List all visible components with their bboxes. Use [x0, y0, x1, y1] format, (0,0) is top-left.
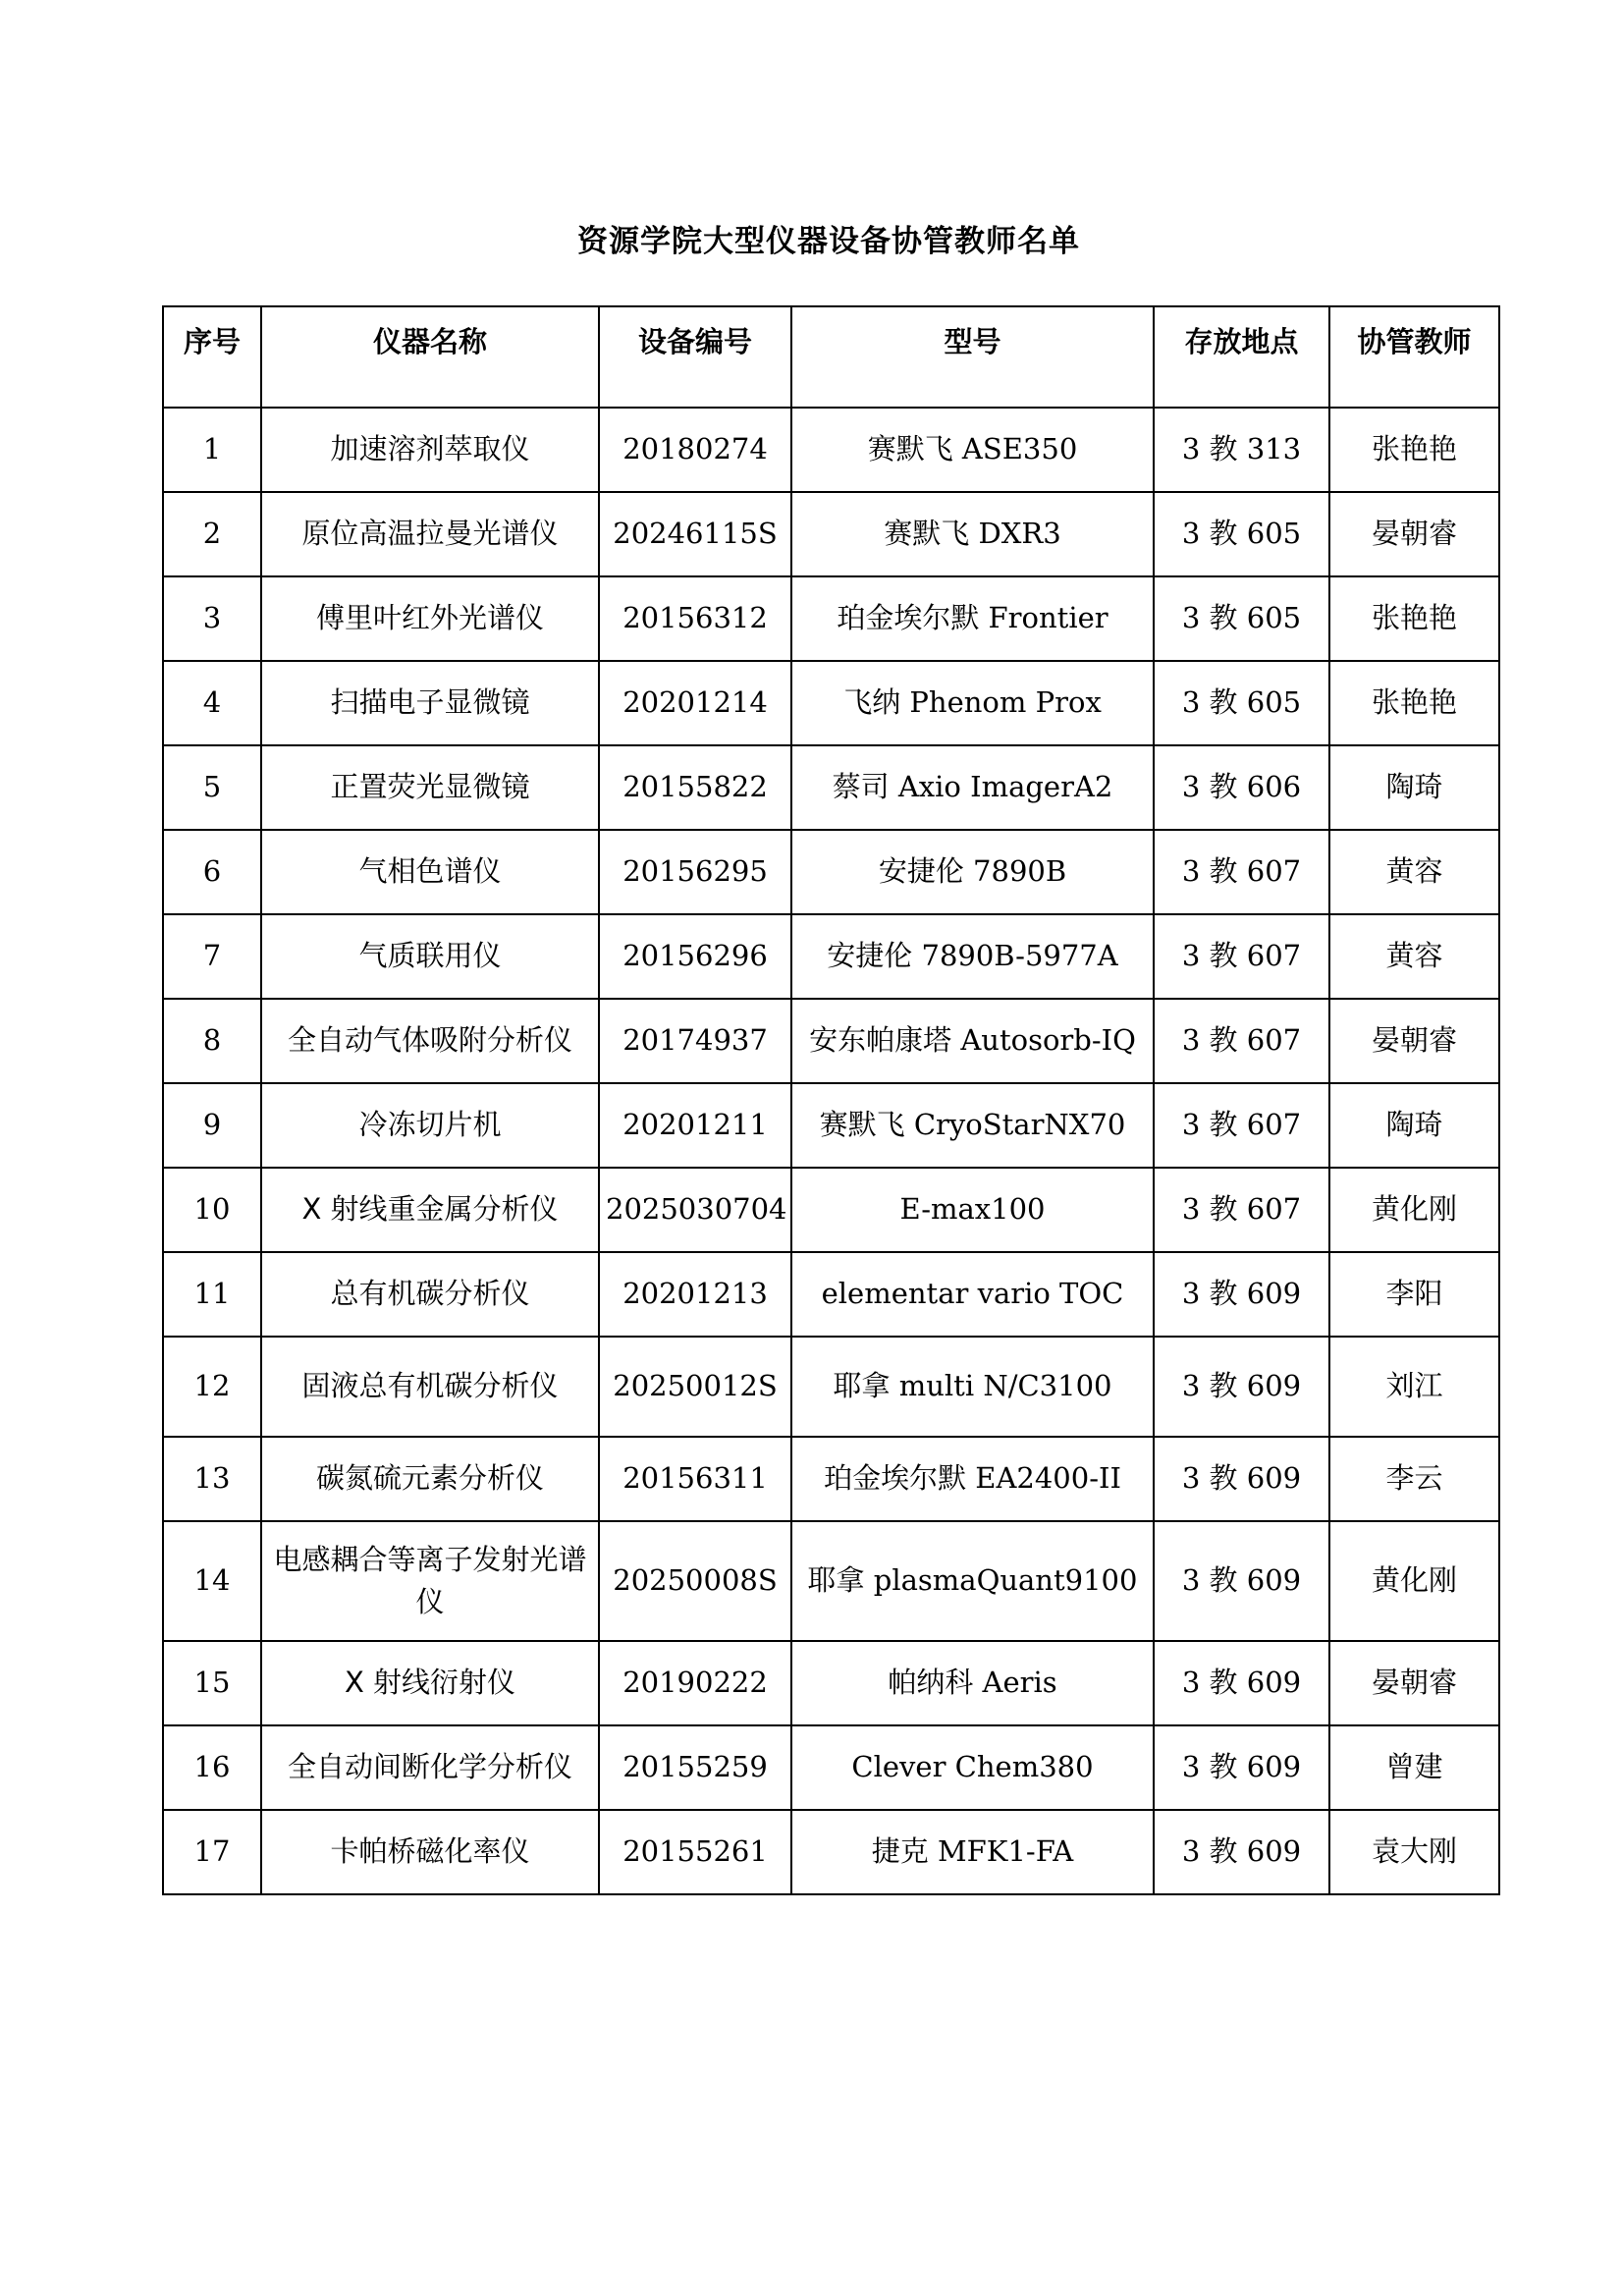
table-row	[163, 999, 1499, 1083]
table-row	[163, 1810, 1499, 1894]
cell-index: 6	[163, 830, 261, 914]
cell-teacher: 张艳艳	[1329, 576, 1499, 661]
cell-model: 捷克 MFK1-FA	[791, 1810, 1154, 1894]
cell-location: 3 教 607	[1154, 1083, 1329, 1168]
cell-teacher: 曾建	[1329, 1725, 1499, 1810]
header-equipment-number: 设备编号	[599, 306, 791, 408]
cell-teacher: 晏朝睿	[1329, 999, 1499, 1083]
cell-model: 安捷伦 7890B-5977A	[791, 914, 1154, 999]
cell-index: 4	[163, 661, 261, 745]
table-header-row	[163, 306, 1499, 408]
table-row	[163, 1252, 1499, 1337]
cell-equipment-number: 2025030704	[599, 1168, 791, 1252]
cell-location: 3 教 609	[1154, 1725, 1329, 1810]
cell-location: 3 教 605	[1154, 492, 1329, 576]
cell-location: 3 教 605	[1154, 661, 1329, 745]
cell-instrument-name: 电感耦合等离子发射光谱仪	[261, 1521, 599, 1641]
cell-location: 3 教 606	[1154, 745, 1329, 830]
cell-model: 珀金埃尔默 EA2400-II	[791, 1437, 1154, 1521]
cell-instrument-name: 加速溶剂萃取仪	[261, 408, 599, 492]
table-row	[163, 661, 1499, 745]
table-row	[163, 914, 1499, 999]
cell-model: 飞纳 Phenom Prox	[791, 661, 1154, 745]
cell-equipment-number: 20250012S	[599, 1337, 791, 1437]
cell-equipment-number: 20180274	[599, 408, 791, 492]
cell-teacher: 张艳艳	[1329, 408, 1499, 492]
table-row	[163, 1521, 1499, 1641]
cell-instrument-name: 全自动气体吸附分析仪	[261, 999, 599, 1083]
cell-index: 2	[163, 492, 261, 576]
cell-teacher: 黄容	[1329, 914, 1499, 999]
header-teacher: 协管教师	[1329, 306, 1499, 408]
cell-model: 蔡司 Axio ImagerA2	[791, 745, 1154, 830]
cell-location: 3 教 607	[1154, 830, 1329, 914]
cell-instrument-name: 总有机碳分析仪	[261, 1252, 599, 1337]
cell-instrument-name: 傅里叶红外光谱仪	[261, 576, 599, 661]
table-body	[163, 408, 1499, 1894]
cell-model: 耶拿 multi N/C3100	[791, 1337, 1154, 1437]
cell-equipment-number: 20156295	[599, 830, 791, 914]
cell-equipment-number: 20190222	[599, 1641, 791, 1725]
cell-location: 3 教 607	[1154, 999, 1329, 1083]
cell-index: 10	[163, 1168, 261, 1252]
table-row	[163, 492, 1499, 576]
cell-instrument-name: 气相色谱仪	[261, 830, 599, 914]
cell-teacher: 黄化刚	[1329, 1168, 1499, 1252]
cell-model: 赛默飞 ASE350	[791, 408, 1154, 492]
cell-location: 3 教 609	[1154, 1337, 1329, 1437]
cell-instrument-name: 全自动间断化学分析仪	[261, 1725, 599, 1810]
cell-index: 8	[163, 999, 261, 1083]
cell-location: 3 教 607	[1154, 914, 1329, 999]
cell-equipment-number: 20174937	[599, 999, 791, 1083]
cell-equipment-number: 20250008S	[599, 1521, 791, 1641]
table-row	[163, 1725, 1499, 1810]
cell-location: 3 教 609	[1154, 1521, 1329, 1641]
cell-teacher: 张艳艳	[1329, 661, 1499, 745]
table-row	[163, 1641, 1499, 1725]
cell-equipment-number: 20201214	[599, 661, 791, 745]
cell-equipment-number: 20201213	[599, 1252, 791, 1337]
cell-index: 16	[163, 1725, 261, 1810]
cell-model: 赛默飞 CryoStarNX70	[791, 1083, 1154, 1168]
cell-instrument-name: 卡帕桥磁化率仪	[261, 1810, 599, 1894]
cell-index: 17	[163, 1810, 261, 1894]
cell-instrument-name: 扫描电子显微镜	[261, 661, 599, 745]
cell-index: 7	[163, 914, 261, 999]
cell-equipment-number: 20156312	[599, 576, 791, 661]
cell-teacher: 黄化刚	[1329, 1521, 1499, 1641]
cell-location: 3 教 607	[1154, 1168, 1329, 1252]
cell-index: 9	[163, 1083, 261, 1168]
cell-teacher: 李云	[1329, 1437, 1499, 1521]
cell-instrument-name: 正置荧光显微镜	[261, 745, 599, 830]
cell-model: 安捷伦 7890B	[791, 830, 1154, 914]
cell-equipment-number: 20155261	[599, 1810, 791, 1894]
cell-instrument-name: X 射线衍射仪	[261, 1641, 599, 1725]
cell-teacher: 黄容	[1329, 830, 1499, 914]
cell-instrument-name: 碳氮硫元素分析仪	[261, 1437, 599, 1521]
cell-teacher: 李阳	[1329, 1252, 1499, 1337]
table-row	[163, 1337, 1499, 1437]
cell-model: Clever Chem380	[791, 1725, 1154, 1810]
cell-instrument-name: 冷冻切片机	[261, 1083, 599, 1168]
cell-equipment-number: 20156311	[599, 1437, 791, 1521]
cell-location: 3 教 609	[1154, 1641, 1329, 1725]
cell-teacher: 刘江	[1329, 1337, 1499, 1437]
cell-index: 5	[163, 745, 261, 830]
cell-instrument-name: 原位高温拉曼光谱仪	[261, 492, 599, 576]
cell-equipment-number: 20246115S	[599, 492, 791, 576]
cell-instrument-name: 固液总有机碳分析仪	[261, 1337, 599, 1437]
cell-equipment-number: 20156296	[599, 914, 791, 999]
cell-model: elementar vario TOC	[791, 1252, 1154, 1337]
instrument-table	[162, 305, 1500, 1895]
cell-location: 3 教 609	[1154, 1252, 1329, 1337]
cell-model: 珀金埃尔默 Frontier	[791, 576, 1154, 661]
cell-teacher: 晏朝睿	[1329, 492, 1499, 576]
cell-model: 赛默飞 DXR3	[791, 492, 1154, 576]
cell-equipment-number: 20155259	[599, 1725, 791, 1810]
table-row	[163, 1083, 1499, 1168]
cell-model: 耶拿 plasmaQuant9100	[791, 1521, 1154, 1641]
cell-location: 3 教 609	[1154, 1437, 1329, 1521]
cell-model: E-max100	[791, 1168, 1154, 1252]
header-location: 存放地点	[1154, 306, 1329, 408]
cell-index: 11	[163, 1252, 261, 1337]
cell-model: 安东帕康塔 Autosorb-IQ	[791, 999, 1154, 1083]
cell-teacher: 袁大刚	[1329, 1810, 1499, 1894]
cell-index: 12	[163, 1337, 261, 1437]
cell-instrument-name: 气质联用仪	[261, 914, 599, 999]
header-index: 序号	[163, 306, 261, 408]
table-row	[163, 1437, 1499, 1521]
cell-equipment-number: 20201211	[599, 1083, 791, 1168]
cell-index: 3	[163, 576, 261, 661]
cell-model: 帕纳科 Aeris	[791, 1641, 1154, 1725]
cell-location: 3 教 609	[1154, 1810, 1329, 1894]
cell-index: 14	[163, 1521, 261, 1641]
cell-teacher: 陶琦	[1329, 745, 1499, 830]
cell-location: 3 教 605	[1154, 576, 1329, 661]
table-row	[163, 1168, 1499, 1252]
cell-index: 13	[163, 1437, 261, 1521]
document-title: 资源学院大型仪器设备协管教师名单	[577, 224, 1080, 259]
table-row	[163, 408, 1499, 492]
header-instrument-name: 仪器名称	[261, 306, 599, 408]
cell-location: 3 教 313	[1154, 408, 1329, 492]
cell-equipment-number: 20155822	[599, 745, 791, 830]
cell-teacher: 晏朝睿	[1329, 1641, 1499, 1725]
cell-index: 15	[163, 1641, 261, 1725]
cell-teacher: 陶琦	[1329, 1083, 1499, 1168]
table-row	[163, 830, 1499, 914]
cell-instrument-name: X 射线重金属分析仪	[261, 1168, 599, 1252]
table-row	[163, 745, 1499, 830]
header-model: 型号	[791, 306, 1154, 408]
cell-index: 1	[163, 408, 261, 492]
table-row	[163, 576, 1499, 661]
